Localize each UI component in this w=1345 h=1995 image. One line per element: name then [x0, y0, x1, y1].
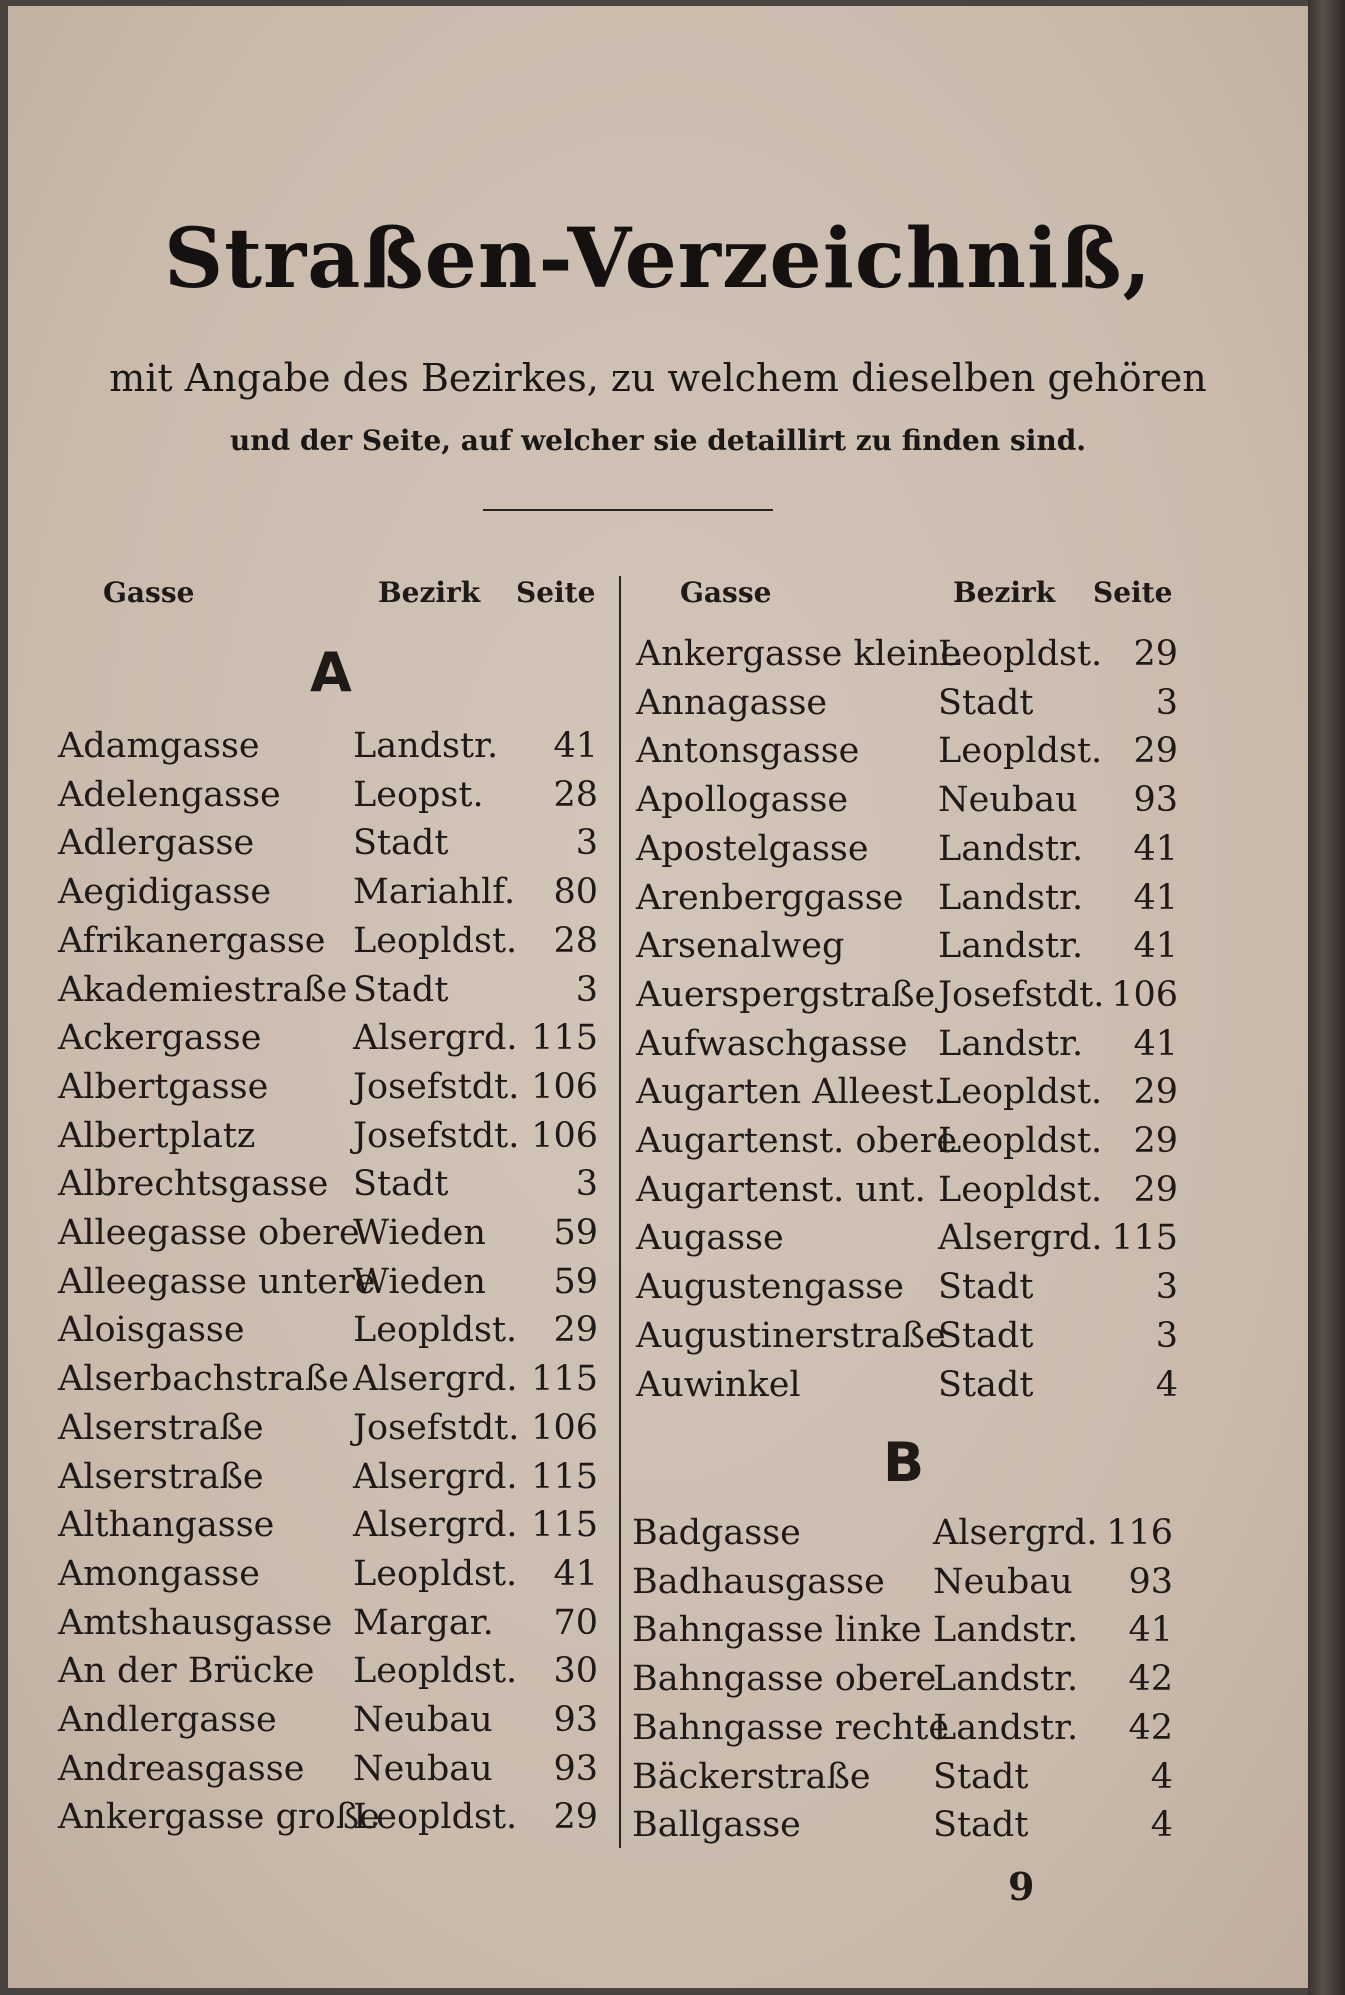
street-name: Antonsgasse — [636, 731, 860, 772]
list-item — [58, 1647, 598, 1695]
street-name: Badgasse — [632, 1513, 801, 1553]
list-item — [636, 776, 1178, 824]
district: Neubau — [353, 1700, 493, 1740]
street-name: Adelengasse — [58, 774, 281, 815]
district: Stadt — [938, 1267, 1034, 1308]
district: Leopldst. — [353, 1310, 518, 1351]
street-name: Ballgasse — [632, 1805, 801, 1846]
district: Alsergrd. — [353, 1456, 518, 1497]
list-item — [636, 1361, 1178, 1409]
page-ref: 41 — [1133, 1023, 1178, 1064]
district: Landstr. — [938, 877, 1084, 918]
street-name: Alleegasse obere — [58, 1213, 360, 1253]
subtitle-line-2: und der Seite, auf welcher sie detaillirt zu finden sind. — [229, 424, 1087, 457]
street-name: Aegidigasse — [58, 872, 272, 913]
street-name: Andlergasse — [58, 1700, 277, 1740]
page-ref: 116 — [1106, 1513, 1173, 1553]
list-item — [636, 922, 1178, 970]
district: Landstr. — [933, 1610, 1079, 1651]
district: Neubau — [353, 1748, 493, 1789]
street-name: Arsenalweg — [636, 926, 845, 967]
list-item — [636, 1166, 1178, 1214]
district: Stadt — [353, 823, 449, 864]
district: Josefstdt. — [938, 974, 1105, 1015]
list-item — [636, 1068, 1178, 1116]
street-name: Alserstraße — [58, 1456, 264, 1497]
district: Josefstdt. — [353, 1407, 520, 1448]
district: Leopldst. — [353, 920, 518, 961]
left-header-gasse: Gasse — [103, 576, 195, 609]
list-item — [58, 819, 598, 867]
district: Landstr. — [938, 1023, 1084, 1064]
page-ref: 29 — [1133, 634, 1178, 674]
page-ref: 3 — [575, 823, 598, 864]
street-name: Albertgasse — [58, 1066, 269, 1107]
district: Leopldst. — [353, 1651, 518, 1692]
district: Landstr. — [933, 1659, 1079, 1700]
street-name: Andreasgasse — [58, 1748, 305, 1789]
street-name: Aloisgasse — [58, 1310, 245, 1351]
page-ref: 106 — [531, 1115, 598, 1156]
page-ref: 29 — [1133, 731, 1178, 772]
list-item — [632, 1753, 1173, 1801]
list-item — [58, 1501, 598, 1549]
page-ref: 59 — [553, 1213, 598, 1253]
left-header-seite: Seite — [516, 576, 596, 609]
page-ref: 41 — [553, 1553, 598, 1594]
street-name: An der Brücke — [58, 1651, 315, 1692]
section-letter-b: B — [883, 1431, 925, 1494]
page-ref: 29 — [553, 1797, 598, 1838]
page-ref: 4 — [1155, 1364, 1178, 1405]
street-name: Ackergasse — [58, 1018, 262, 1059]
page-ref: 28 — [553, 774, 598, 815]
list-item — [58, 1453, 598, 1501]
district: Leopldst. — [938, 1169, 1103, 1210]
street-name: Albertplatz — [58, 1115, 256, 1156]
street-name: Adlergasse — [58, 823, 255, 864]
street-name: Augarten Alleest. — [636, 1072, 945, 1113]
street-name: Augartenst. obere — [636, 1121, 958, 1161]
list-item — [636, 1214, 1178, 1262]
list-item — [636, 1312, 1178, 1360]
page-ref: 3 — [1155, 1267, 1178, 1308]
street-name: Bäckerstraße — [632, 1756, 871, 1797]
list-item — [58, 1550, 598, 1598]
page-ref: 4 — [1150, 1756, 1173, 1797]
list-item — [636, 1020, 1178, 1068]
list-item — [58, 1793, 598, 1841]
page-ref: 30 — [553, 1651, 598, 1692]
street-name: Akademiestraße — [58, 969, 348, 1010]
page-ref: 41 — [553, 726, 598, 766]
title-divider — [483, 509, 773, 511]
list-item — [632, 1509, 1173, 1557]
street-name: Alserbachstraße — [58, 1359, 350, 1400]
column-divider — [619, 576, 621, 1848]
street-name: Alserstraße — [58, 1407, 264, 1448]
district: Alsergrd. — [353, 1505, 518, 1546]
page-ref: 29 — [1133, 1072, 1178, 1113]
district: Neubau — [938, 780, 1078, 821]
page-ref: 106 — [531, 1066, 598, 1107]
page-ref: 3 — [575, 1164, 598, 1205]
list-item — [58, 1258, 598, 1306]
district: Stadt — [353, 969, 449, 1010]
district: Stadt — [938, 1315, 1034, 1356]
page-ref: 29 — [1133, 1169, 1178, 1210]
street-name: Augasse — [636, 1218, 784, 1259]
street-name: Afrikanergasse — [58, 920, 326, 961]
district: Leopldst. — [938, 1072, 1103, 1113]
district: Stadt — [933, 1756, 1029, 1797]
street-name: Bahngasse linke — [632, 1610, 922, 1651]
list-item — [632, 1801, 1173, 1849]
district: Stadt — [938, 682, 1034, 723]
page-ref: 115 — [531, 1456, 598, 1497]
street-name: Apollogasse — [636, 780, 849, 821]
district: Josefstdt. — [353, 1066, 520, 1107]
page-title: Straßen-Verzeichniß, — [163, 211, 1153, 307]
district: Stadt — [353, 1164, 449, 1205]
right-header-seite: Seite — [1093, 576, 1173, 609]
list-item — [58, 1014, 598, 1062]
page-ref: 59 — [553, 1261, 598, 1302]
district: Wieden — [353, 1213, 486, 1253]
list-item — [58, 1063, 598, 1111]
list-item — [632, 1655, 1173, 1703]
street-name: Badhausgasse — [632, 1561, 885, 1602]
right-header-bezirk: Bezirk — [953, 576, 1056, 609]
list-item — [58, 1355, 598, 1403]
street-name: Amtshausgasse — [58, 1602, 333, 1643]
district: Leopldst. — [938, 1121, 1103, 1161]
street-name: Ankergasse große — [58, 1797, 380, 1838]
list-item — [58, 1306, 598, 1354]
district: Landstr. — [938, 828, 1084, 869]
district: Leopldst. — [353, 1553, 518, 1594]
list-item — [58, 722, 598, 770]
page-ref: 28 — [553, 920, 598, 961]
district: Leopldst. — [353, 1797, 518, 1838]
subtitle-line-1: mit Angabe des Bezirkes, zu welchem dieselben gehören — [109, 356, 1207, 400]
section-letter-a: A — [310, 641, 352, 704]
street-name: Augartenst. unt. — [636, 1169, 926, 1210]
list-item — [636, 825, 1178, 873]
list-item — [58, 1209, 598, 1257]
page-ref: 41 — [1128, 1610, 1173, 1651]
page-ref: 93 — [553, 1700, 598, 1740]
list-item — [58, 1599, 598, 1647]
district: Stadt — [933, 1805, 1029, 1846]
page-ref: 115 — [531, 1359, 598, 1400]
page-ref: 115 — [531, 1018, 598, 1059]
street-name: Bahngasse rechte — [632, 1707, 950, 1748]
district: Neubau — [933, 1561, 1073, 1602]
page-ref: 41 — [1133, 828, 1178, 869]
page-ref: 41 — [1133, 926, 1178, 967]
street-name: Alleegasse untere — [58, 1261, 376, 1302]
district: Landstr. — [933, 1707, 1079, 1748]
street-name: Annagasse — [636, 682, 828, 723]
left-header-bezirk: Bezirk — [378, 576, 481, 609]
district: Leopst. — [353, 774, 484, 815]
book-page — [8, 6, 1308, 1988]
list-item — [58, 1160, 598, 1208]
right-header-gasse: Gasse — [680, 576, 772, 609]
list-item — [58, 1696, 598, 1744]
street-name: Auerspergstraße — [636, 974, 936, 1015]
page-ref: 70 — [553, 1602, 598, 1643]
list-item — [58, 868, 598, 916]
list-item — [58, 1745, 598, 1793]
street-name: Althangasse — [58, 1505, 275, 1546]
list-item — [58, 771, 598, 819]
district: Margar. — [353, 1602, 494, 1643]
street-name: Adamgasse — [58, 726, 260, 766]
street-name: Apostelgasse — [636, 828, 869, 869]
page-ref: 3 — [1155, 682, 1178, 723]
list-item — [58, 966, 598, 1014]
street-name: Aufwaschgasse — [636, 1023, 908, 1064]
district: Alsergrd. — [353, 1359, 518, 1400]
list-item — [636, 630, 1178, 678]
list-item — [636, 874, 1178, 922]
page-ref: 80 — [553, 872, 598, 913]
list-item — [636, 1263, 1178, 1311]
list-item — [632, 1558, 1173, 1606]
page-ref: 115 — [531, 1505, 598, 1546]
page-ref: 29 — [553, 1310, 598, 1351]
page-ref: 4 — [1150, 1805, 1173, 1846]
page-ref: 115 — [1111, 1218, 1178, 1259]
street-name: Ankergasse kleine — [636, 634, 962, 674]
street-name: Arenberggasse — [636, 877, 904, 918]
page-ref: 106 — [531, 1407, 598, 1448]
book-spine — [1308, 0, 1345, 1995]
district: Alsergrd. — [933, 1513, 1098, 1553]
list-item — [636, 679, 1178, 727]
page-ref: 93 — [1133, 780, 1178, 821]
district: Alsergrd. — [938, 1218, 1103, 1259]
district: Leopldst. — [938, 731, 1103, 772]
street-name: Amongasse — [58, 1553, 260, 1594]
page-ref: 3 — [1155, 1315, 1178, 1356]
list-item — [632, 1606, 1173, 1654]
page-number: 9 — [1008, 1864, 1035, 1909]
street-name: Augustengasse — [636, 1267, 904, 1308]
street-name: Bahngasse obere — [632, 1659, 937, 1700]
street-name: Albrechtsgasse — [58, 1164, 329, 1205]
district: Stadt — [938, 1364, 1034, 1405]
page-ref: 41 — [1133, 877, 1178, 918]
page-ref: 42 — [1128, 1707, 1173, 1748]
district: Landstr. — [353, 726, 499, 766]
list-item — [636, 1117, 1178, 1165]
page-ref: 93 — [1128, 1561, 1173, 1602]
list-item — [58, 1404, 598, 1452]
list-item — [58, 1112, 598, 1160]
list-item — [636, 971, 1178, 1019]
district: Leopldst. — [938, 634, 1103, 674]
page-ref: 29 — [1133, 1121, 1178, 1161]
district: Alsergrd. — [353, 1018, 518, 1059]
list-item — [636, 727, 1178, 775]
page-ref: 42 — [1128, 1659, 1173, 1700]
street-name: Auwinkel — [636, 1364, 801, 1405]
district: Josefstdt. — [353, 1115, 520, 1156]
district: Mariahlf. — [353, 872, 516, 913]
page-ref: 106 — [1111, 974, 1178, 1015]
page-ref: 3 — [575, 969, 598, 1010]
street-name: Augustinerstraße — [636, 1315, 946, 1356]
list-item — [58, 917, 598, 965]
list-item — [632, 1704, 1173, 1752]
page-ref: 93 — [553, 1748, 598, 1789]
district: Landstr. — [938, 926, 1084, 967]
district: Wieden — [353, 1261, 486, 1302]
